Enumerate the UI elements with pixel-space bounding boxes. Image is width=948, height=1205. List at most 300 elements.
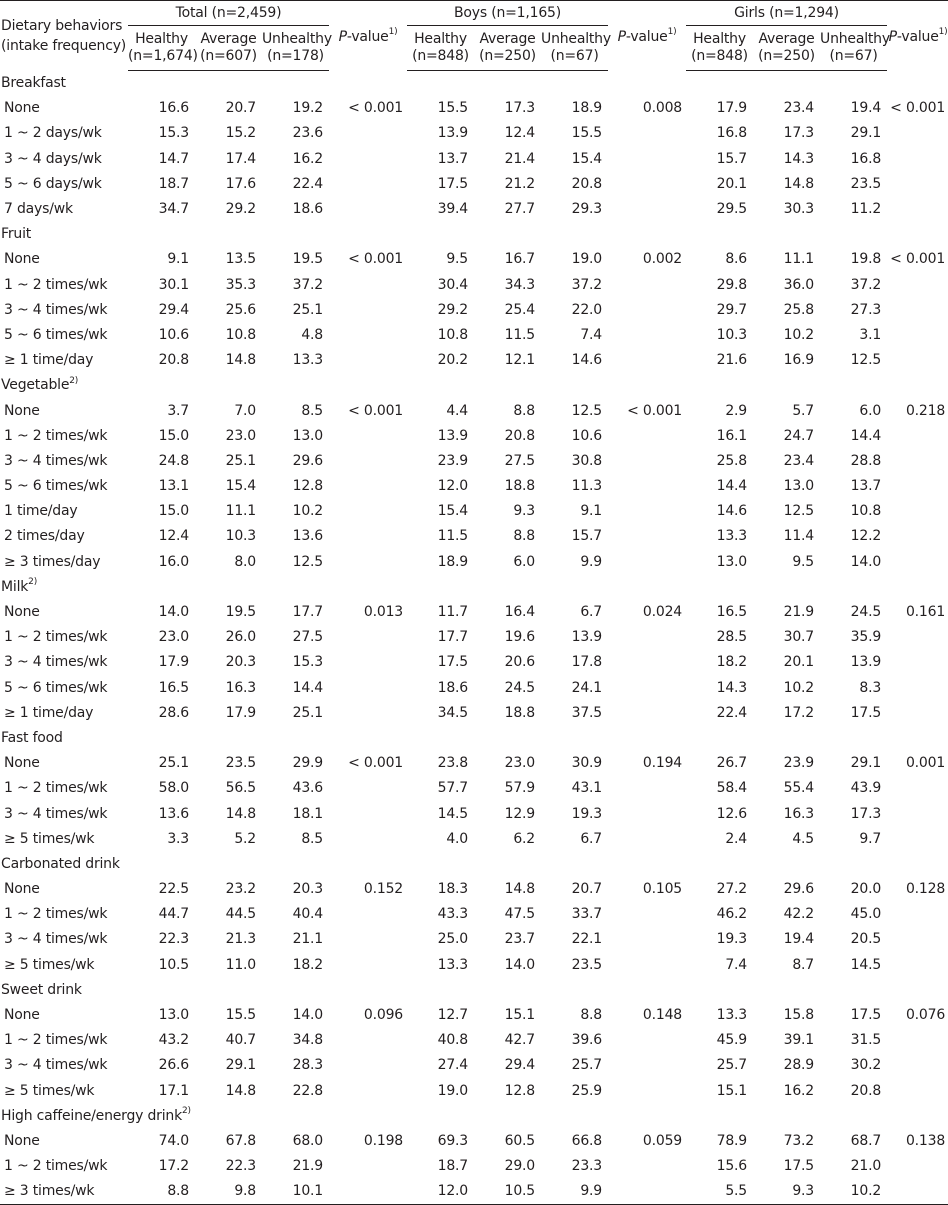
boys-value: 19.6 (504, 629, 536, 646)
table-row (0, 927, 948, 952)
boys-p-value (608, 348, 686, 373)
boys-value: 18.8 (504, 704, 536, 721)
boys-value: 18.6 (437, 679, 469, 696)
total-value: 16.0 (158, 553, 189, 570)
total-p-value (329, 827, 407, 852)
boys-value: 30.4 (437, 276, 469, 293)
girls-value: 10.3 (716, 326, 748, 343)
boys-value: 15.7 (571, 528, 603, 545)
row-label: None (4, 604, 40, 621)
boys-p-value: 0.024 (642, 604, 683, 621)
total-value: 21.9 (292, 1158, 324, 1175)
category-label (0, 978, 948, 1003)
total-value: 29.6 (292, 452, 324, 469)
girls-p-value (887, 776, 948, 801)
girls-value: 16.8 (850, 150, 882, 167)
table-header (0, 1, 948, 71)
girls-value: 21.6 (716, 352, 748, 369)
boys-p-value: 0.059 (642, 1132, 683, 1149)
total-value: 15.0 (158, 503, 189, 520)
table-row (0, 323, 948, 348)
boys-value: 27.5 (504, 452, 536, 469)
category-row (0, 222, 948, 247)
category-row (0, 373, 948, 398)
boys-p-value (608, 474, 686, 499)
boys-value: 17.8 (571, 654, 603, 671)
subcol-n: (n=1,674) (128, 48, 198, 64)
girls-value: 17.2 (783, 704, 815, 721)
category-label (0, 726, 948, 751)
boys-value: 12.1 (504, 352, 536, 369)
p-label-sup: 1) (667, 27, 677, 38)
row-label: 1 ~ 2 times/wk (4, 1158, 108, 1175)
table-row (0, 550, 948, 575)
boys-value: 25.9 (571, 1082, 603, 1099)
row-label: 3 ~ 4 times/wk (4, 1057, 108, 1074)
boys-value: 13.9 (437, 125, 469, 142)
total-value: 26.0 (225, 629, 256, 646)
girls-value: 19.8 (850, 251, 882, 268)
total-value: 17.4 (225, 150, 256, 167)
girls-value: 2.4 (725, 830, 748, 847)
boys-p-value (608, 827, 686, 852)
total-p-value (329, 927, 407, 952)
total-value: 13.1 (158, 478, 189, 495)
girls-value: 17.9 (716, 100, 748, 117)
row-label: ≥ 1 time/day (4, 352, 94, 369)
boys-value: 13.7 (437, 150, 469, 167)
total-value: 17.2 (158, 1158, 189, 1175)
boys-value: 19.0 (571, 251, 603, 268)
table-row (0, 247, 948, 272)
boys-p-value (608, 524, 686, 549)
girls-value: 27.2 (716, 881, 748, 898)
boys-value: 12.0 (437, 478, 469, 495)
girls-p-value (887, 1028, 948, 1053)
row-label: ≥ 3 times/day (4, 553, 101, 570)
total-value: 19.2 (292, 100, 324, 117)
total-value: 11.0 (225, 956, 256, 973)
boys-value: 18.9 (571, 100, 603, 117)
subcol-n: (n=250) (758, 48, 815, 64)
total-value: 43.6 (292, 780, 324, 797)
subcol-header (195, 26, 262, 71)
total-value: 37.2 (292, 276, 324, 293)
total-value: 21.1 (292, 931, 324, 948)
row-label: 3 ~ 4 times/wk (4, 654, 108, 671)
girls-value: 4.5 (792, 830, 815, 847)
girls-value: 14.8 (783, 175, 815, 192)
total-value: 11.1 (225, 503, 256, 520)
table-row (0, 348, 948, 373)
girls-value: 15.7 (716, 150, 748, 167)
category-name: Fast food (1, 729, 63, 746)
boys-value: 15.4 (437, 503, 469, 520)
boys-value: 57.7 (437, 780, 469, 797)
girls-p-value: 0.001 (905, 755, 946, 772)
total-value: 23.0 (225, 427, 256, 444)
girls-value: 12.5 (783, 503, 815, 520)
girls-p-value (887, 524, 948, 549)
table-row (0, 1028, 948, 1053)
p-label-sup: 1) (938, 27, 948, 38)
p-value-header-boys (608, 1, 686, 71)
girls-value: 17.5 (850, 1007, 882, 1024)
boys-p-value (608, 550, 686, 575)
row-label: 1 ~ 2 days/wk (4, 125, 102, 142)
total-value: 20.8 (158, 352, 189, 369)
group-header-girls: Girls (n=1,294) (686, 1, 887, 26)
girls-value: 8.7 (792, 956, 815, 973)
girls-value: 13.0 (716, 553, 748, 570)
boys-value: 69.3 (437, 1132, 469, 1149)
table-row (0, 827, 948, 852)
girls-p-value (887, 273, 948, 298)
girls-value: 7.4 (725, 956, 748, 973)
girls-value: 29.7 (716, 301, 748, 318)
total-value: 23.6 (292, 125, 324, 142)
boys-value: 21.4 (504, 150, 536, 167)
subcol-name: Unhealthy (262, 31, 332, 47)
row-label: 1 ~ 2 times/wk (4, 629, 108, 646)
category-row (0, 71, 948, 97)
boys-value: 11.3 (571, 478, 603, 495)
boys-value: 12.5 (571, 402, 603, 419)
boys-value: 13.3 (437, 956, 469, 973)
total-value: 4.8 (301, 326, 324, 343)
total-p-value (329, 348, 407, 373)
group-header-total: Total (n=2,459) (128, 1, 329, 26)
total-value: 29.9 (292, 755, 324, 772)
boys-p-value (608, 801, 686, 826)
girls-value: 17.3 (783, 125, 815, 142)
total-value: 23.2 (225, 881, 256, 898)
girls-p-value (887, 121, 948, 146)
girls-p-value (887, 1179, 948, 1205)
girls-value: 42.2 (783, 906, 815, 923)
boys-value: 8.8 (580, 1007, 603, 1024)
row-label: 2 times/day (4, 528, 85, 545)
row-label: None (4, 100, 40, 117)
total-p-value: 0.096 (363, 1007, 404, 1024)
table-row (0, 751, 948, 776)
total-p-value (329, 1053, 407, 1078)
total-p-value (329, 273, 407, 298)
total-value: 15.3 (292, 654, 324, 671)
category-label (0, 575, 948, 600)
girls-value: 30.7 (783, 629, 815, 646)
girls-value: 6.0 (859, 402, 882, 419)
girls-value: 24.5 (850, 604, 882, 621)
girls-value: 30.3 (783, 201, 815, 218)
boys-value: 9.5 (446, 251, 469, 268)
girls-value: 16.3 (783, 805, 815, 822)
subcol-header (262, 26, 332, 71)
girls-value: 14.4 (716, 478, 748, 495)
category-row (0, 852, 948, 877)
girls-p-value (887, 147, 948, 172)
girls-p-value (887, 449, 948, 474)
table-row (0, 877, 948, 902)
boys-value: 15.1 (504, 1007, 536, 1024)
girls-p-value (887, 172, 948, 197)
total-value: 29.4 (158, 301, 189, 318)
girls-p-value (887, 298, 948, 323)
total-value: 17.9 (158, 654, 189, 671)
boys-value: 66.8 (571, 1132, 603, 1149)
girls-value: 29.8 (716, 276, 748, 293)
boys-value: 20.8 (571, 175, 603, 192)
row-label: ≥ 3 times/wk (0, 1179, 128, 1205)
boys-value: 9.1 (580, 503, 603, 520)
p-label-prefix: P (888, 28, 897, 45)
girls-p-value (887, 650, 948, 675)
boys-p-value (608, 499, 686, 524)
total-value: 25.1 (225, 452, 256, 469)
boys-p-value (608, 273, 686, 298)
boys-p-value: 0.148 (642, 1007, 683, 1024)
girls-value: 13.3 (716, 1007, 748, 1024)
total-value: 34.7 (158, 201, 189, 218)
p-label-suffix: -value (625, 28, 668, 45)
subcol-name: Average (758, 31, 815, 47)
girls-p-value (887, 827, 948, 852)
boys-value: 30.8 (571, 452, 603, 469)
boys-value: 25.7 (571, 1057, 603, 1074)
girls-p-value (887, 676, 948, 701)
girls-p-value (887, 424, 948, 449)
girls-p-value (887, 953, 948, 978)
boys-value: 24.5 (504, 679, 536, 696)
girls-value: 27.3 (850, 301, 882, 318)
total-value: 17.9 (225, 704, 256, 721)
total-p-value: < 0.001 (348, 402, 404, 419)
total-value: 13.3 (292, 352, 324, 369)
girls-value: 20.0 (850, 881, 882, 898)
boys-value: 7.4 (580, 326, 603, 343)
total-value: 16.2 (292, 150, 324, 167)
girls-value: 29.6 (783, 881, 815, 898)
group-header-boys: Boys (n=1,165) (407, 1, 608, 26)
total-p-value (329, 499, 407, 524)
boys-value: 18.9 (437, 553, 469, 570)
subcol-name: Unhealthy (541, 31, 611, 47)
boys-p-value (608, 298, 686, 323)
total-value: 14.8 (225, 805, 256, 822)
row-label: None (4, 402, 40, 419)
girls-value: 17.5 (783, 1158, 815, 1175)
row-label-header (0, 1, 128, 71)
subcol-name: Average (479, 31, 536, 47)
total-value: 12.5 (292, 553, 324, 570)
boys-value: 23.7 (504, 931, 536, 948)
subcol-header (753, 26, 820, 71)
girls-value: 35.9 (850, 629, 882, 646)
row-label: 1 ~ 2 times/wk (4, 276, 108, 293)
subcol-name: Unhealthy (820, 31, 890, 47)
boys-value: 9.9 (580, 553, 603, 570)
total-value: 40.4 (292, 906, 324, 923)
boys-value: 12.8 (504, 1082, 536, 1099)
subcol-header (474, 26, 541, 71)
boys-value: 8.8 (513, 402, 536, 419)
girls-value: 20.8 (850, 1082, 882, 1099)
girls-p-value (887, 348, 948, 373)
total-p-value (329, 424, 407, 449)
boys-value: 33.7 (571, 906, 603, 923)
girls-value: 17.5 (850, 704, 882, 721)
boys-value: 9.9 (541, 1179, 608, 1205)
row-label: 5 ~ 6 days/wk (4, 175, 102, 192)
girls-value: 9.7 (859, 830, 882, 847)
girls-value: 28.5 (716, 629, 748, 646)
girls-value: 23.4 (783, 452, 815, 469)
row-label: None (4, 1007, 40, 1024)
girls-value: 19.4 (850, 100, 882, 117)
total-value: 29.1 (225, 1057, 256, 1074)
boys-value: 11.7 (437, 604, 469, 621)
girls-p-value (887, 927, 948, 952)
boys-value: 23.0 (504, 755, 536, 772)
boys-value: 25.4 (504, 301, 536, 318)
total-value: 16.3 (225, 679, 256, 696)
girls-value: 13.7 (850, 478, 882, 495)
total-value: 9.1 (167, 251, 189, 268)
table-row (0, 902, 948, 927)
p-label-suffix: -value (896, 28, 939, 45)
boys-value: 43.3 (437, 906, 469, 923)
girls-value: 26.7 (716, 755, 748, 772)
girls-value: 29.1 (850, 125, 882, 142)
total-value: 10.6 (158, 326, 189, 343)
boys-p-value (608, 197, 686, 222)
total-value: 13.0 (158, 1007, 189, 1024)
girls-value: 11.4 (783, 528, 815, 545)
table-row (0, 625, 948, 650)
total-p-value (329, 550, 407, 575)
girls-value: 10.2 (820, 1179, 887, 1205)
total-value: 25.1 (158, 755, 189, 772)
girls-value: 11.1 (783, 251, 815, 268)
girls-value: 12.5 (850, 352, 882, 369)
total-p-value (329, 474, 407, 499)
boys-p-value: 0.002 (642, 251, 683, 268)
girls-p-value (887, 801, 948, 826)
girls-value: 3.1 (859, 326, 882, 343)
boys-value: 25.0 (437, 931, 469, 948)
total-value: 17.7 (292, 604, 324, 621)
total-value: 22.4 (292, 175, 324, 192)
p-label-prefix: P (617, 28, 626, 45)
row-label: ≥ 1 time/day (4, 704, 94, 721)
boys-value: 12.0 (407, 1179, 474, 1205)
girls-value: 19.3 (716, 931, 748, 948)
table-row (0, 121, 948, 146)
total-p-value (329, 1028, 407, 1053)
category-row (0, 1104, 948, 1129)
girls-value: 9.3 (753, 1179, 820, 1205)
total-p-value (329, 323, 407, 348)
girls-value: 45.9 (716, 1032, 748, 1049)
girls-value: 16.5 (716, 604, 748, 621)
boys-value: 20.7 (571, 881, 603, 898)
total-p-value (329, 1179, 407, 1205)
boys-p-value (608, 121, 686, 146)
total-value: 17.1 (158, 1082, 189, 1099)
boys-value: 29.0 (504, 1158, 536, 1175)
row-label: 3 ~ 4 times/wk (4, 805, 108, 822)
boys-value: 12.9 (504, 805, 536, 822)
total-value: 24.8 (158, 452, 189, 469)
girls-value: 21.0 (850, 1158, 882, 1175)
category-label (0, 1104, 948, 1129)
row-label: ≥ 5 times/wk (4, 1082, 95, 1099)
boys-p-value (608, 172, 686, 197)
boys-value: 34.5 (437, 704, 469, 721)
girls-value: 20.1 (783, 654, 815, 671)
total-value: 58.0 (158, 780, 189, 797)
boys-value: 29.2 (437, 301, 469, 318)
boys-value: 17.7 (437, 629, 469, 646)
subcol-header (407, 26, 474, 71)
girls-value: 28.9 (783, 1057, 815, 1074)
total-value: 8.0 (234, 553, 256, 570)
table-row (0, 676, 948, 701)
table-row (0, 298, 948, 323)
total-p-value (329, 147, 407, 172)
girls-p-value (887, 902, 948, 927)
subcol-header (820, 26, 890, 71)
boys-p-value (608, 625, 686, 650)
table-row (0, 1154, 948, 1179)
category-name: Vegetable (1, 377, 70, 394)
girls-p-value (887, 499, 948, 524)
girls-value: 9.5 (792, 553, 815, 570)
boys-p-value (608, 449, 686, 474)
boys-value: 23.5 (571, 956, 603, 973)
girls-p-value: < 0.001 (890, 251, 946, 268)
subcol-n: (n=250) (479, 48, 536, 64)
girls-p-value: 0.218 (905, 402, 946, 419)
boys-value: 10.6 (571, 427, 603, 444)
total-p-value (329, 953, 407, 978)
total-p-value: 0.013 (363, 604, 404, 621)
girls-value: 10.8 (850, 503, 882, 520)
subcol-n: (n=67) (829, 48, 878, 64)
total-value: 8.8 (128, 1179, 195, 1205)
total-value: 20.3 (292, 881, 324, 898)
row-label: 1 ~ 2 times/wk (4, 427, 108, 444)
boys-p-value (608, 650, 686, 675)
total-value: 13.6 (158, 805, 189, 822)
girls-p-value (887, 323, 948, 348)
total-value: 17.6 (225, 175, 256, 192)
girls-value: 14.3 (716, 679, 748, 696)
girls-value: 29.5 (716, 201, 748, 218)
girls-value: 16.9 (783, 352, 815, 369)
total-value: 3.7 (167, 402, 189, 419)
boys-value: 23.8 (437, 755, 469, 772)
total-p-value (329, 197, 407, 222)
total-value: 44.5 (225, 906, 256, 923)
girls-value: 25.8 (716, 452, 748, 469)
girls-p-value (887, 1079, 948, 1104)
total-p-value: 0.198 (363, 1132, 404, 1149)
girls-value: 15.1 (716, 1082, 748, 1099)
boys-value: 18.3 (437, 881, 469, 898)
boys-p-value (608, 424, 686, 449)
category-label (0, 852, 948, 877)
